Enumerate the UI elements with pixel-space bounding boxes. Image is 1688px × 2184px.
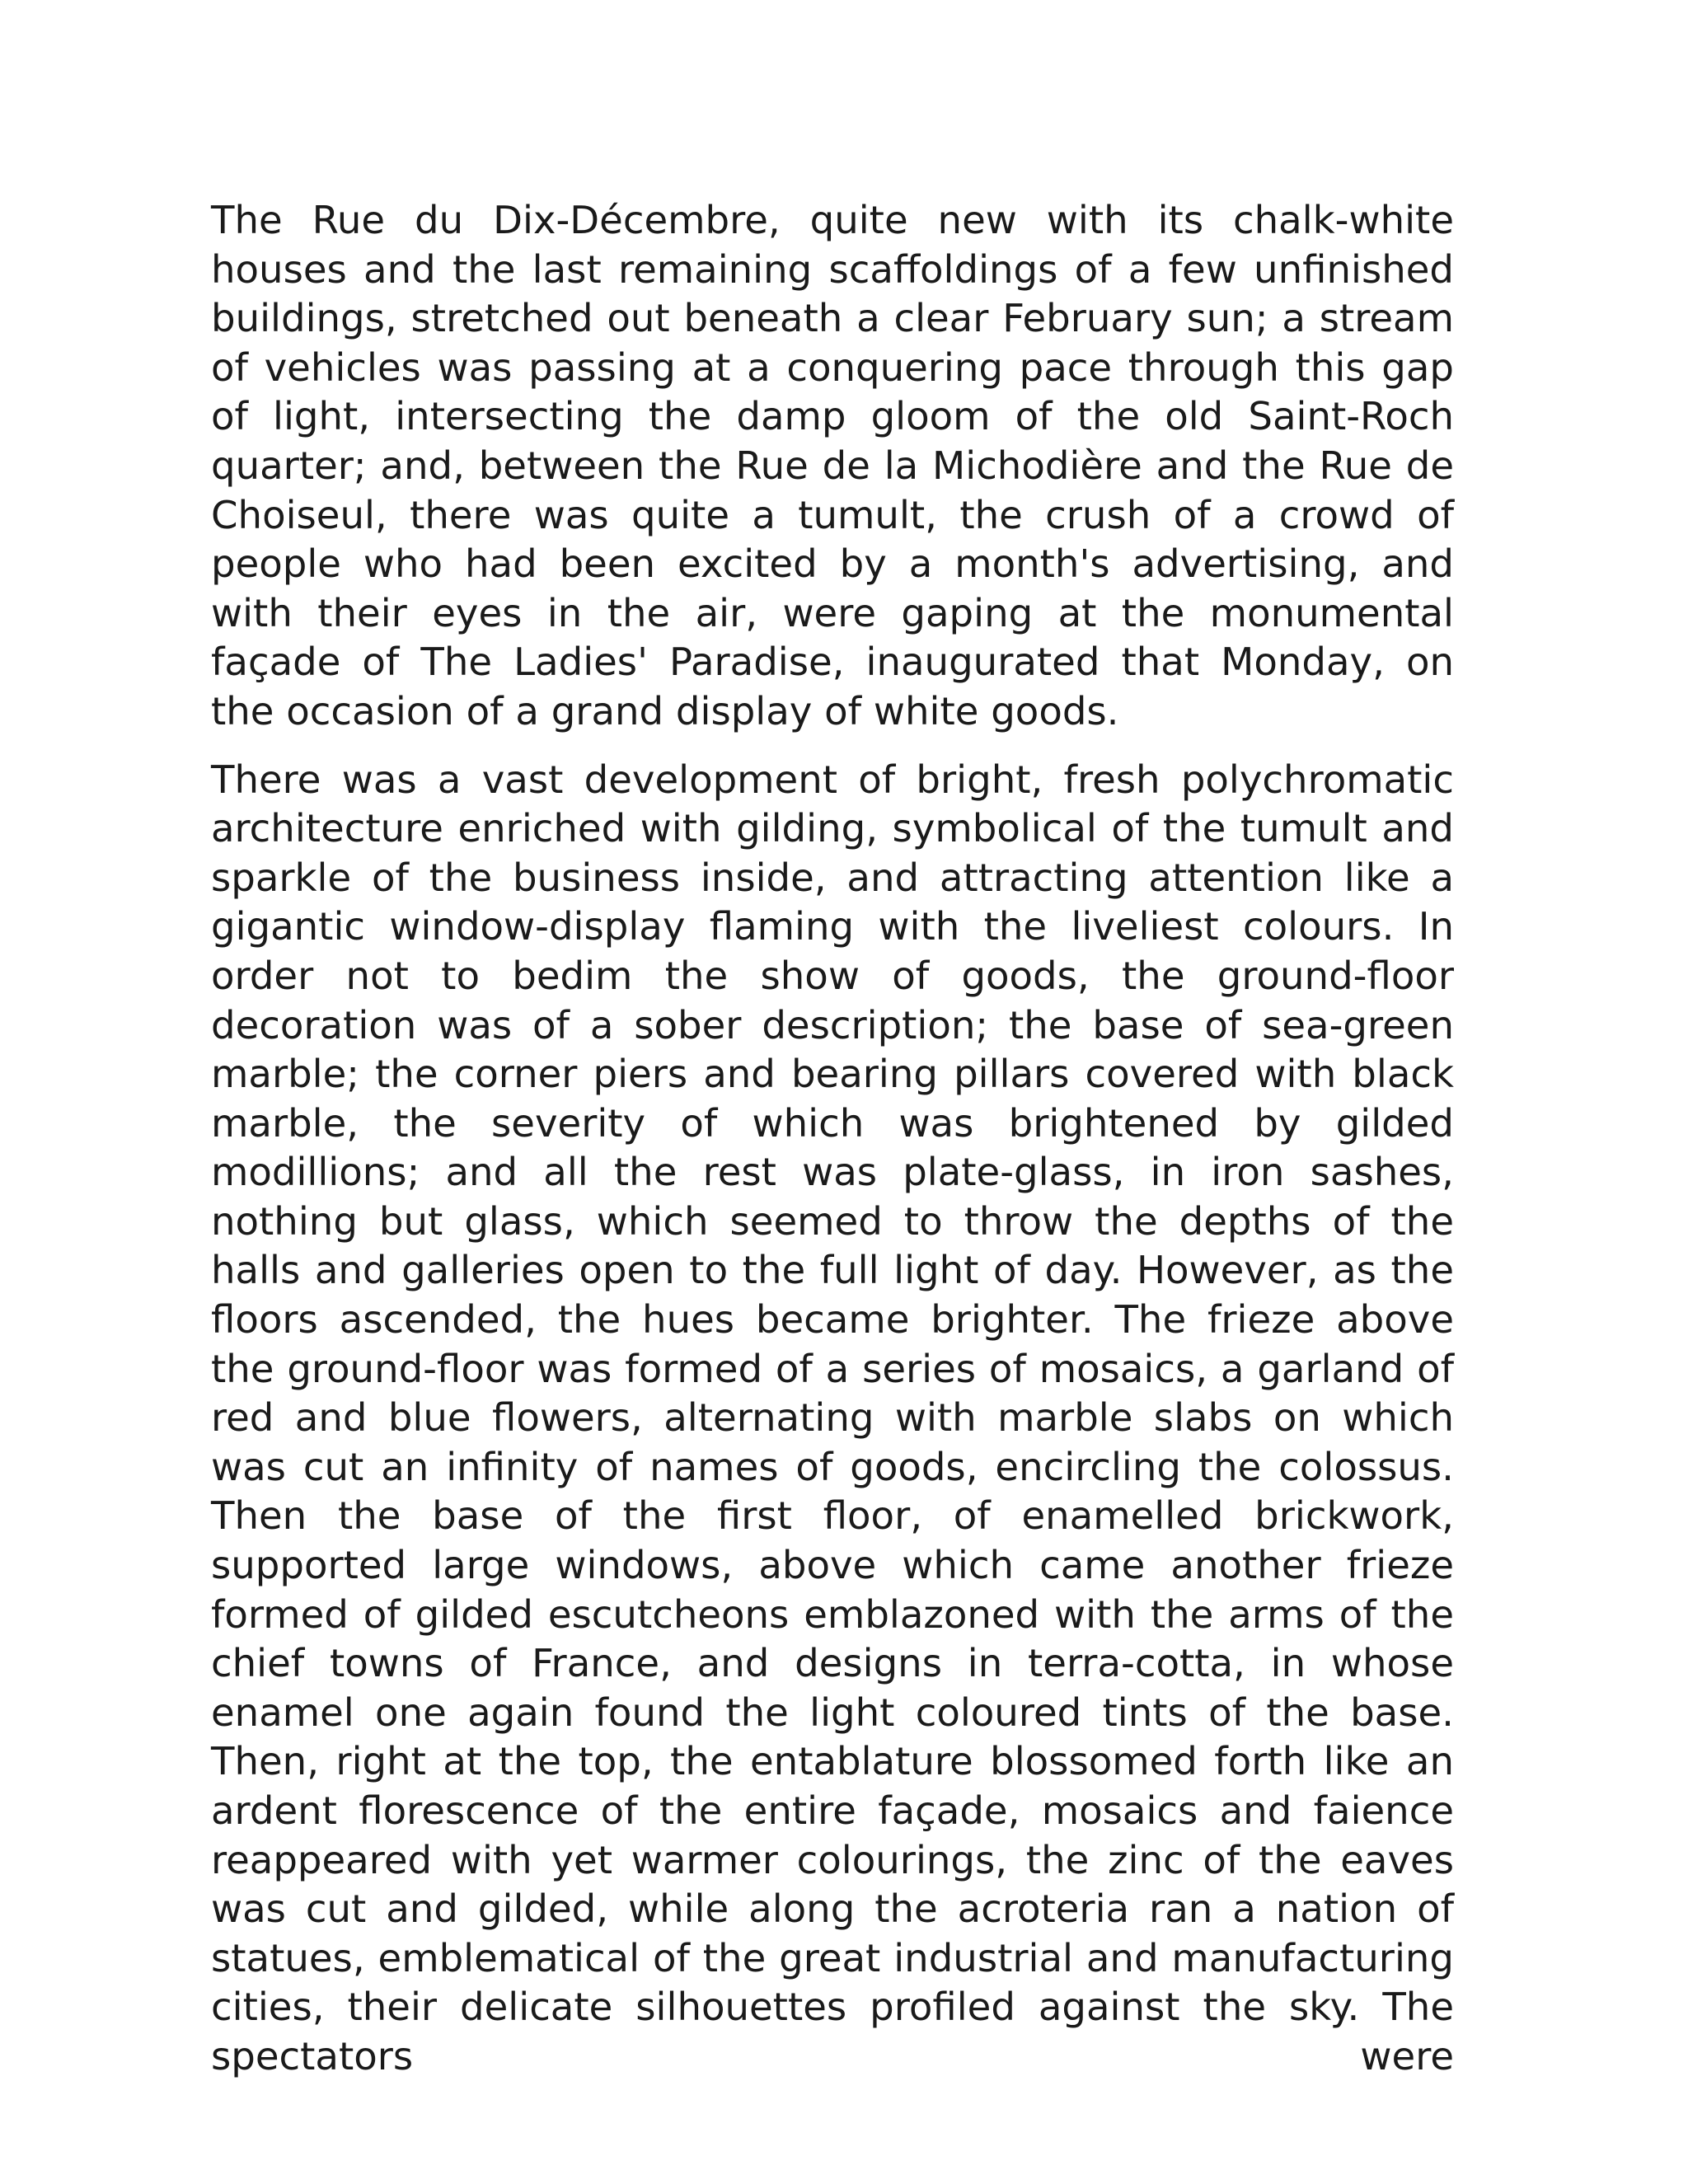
paragraph-1: The Rue du Dix-Décembre, quite new with its chalk-white houses and the last remaining scaffoldings of a few unfinished buildings, stretched out beneath a clear February sun; a stream of vehicles was passing at a conquering pace through this gap of light, intersecting the damp gloom of the old Saint-Roch quarter; and, between the Rue de la Michodière and the Rue de Choiseul, there was quite a tumult, the crush of a crowd of people who had been excited by a month's advertising, and with their eyes in the air, were gaping at the monumental façade of The Ladies' Paradise, inaugurated that Monday, on the occasion of a grand display of white goods. (211, 198, 1454, 733)
paragraph-2: There was a vast development of bright, fresh polychromatic architecture enriched with gilding, symbolical of the tumult and sparkle of the business inside, and attracting attention like a gigantic window-display flaming with the liveliest colours. In order not to bedim the show of goods, the ground-floor decoration was of a sober description; the base of sea-green marble; the corner piers and bearing pillars covered with black marble, the severity of which was brightened by gilded modillions; and all the rest was plate-glass, in iron sashes, nothing but glass, which seemed to throw the depths of the halls and galleries open to the full light of day. However, as the floors ascended, the hues became brighter. The frieze above the ground-floor was formed of a series of mosaics, a garland of red and blue flowers, alternating with marble slabs on which was cut an infinity of names of goods, encircling the colossus. Then the base of the first floor, of enamelled brickwork, supported large windows, above which came another frieze formed of gilded escutcheons emblazoned with the arms of the chief towns of France, and designs in terra-cotta, in whose enamel one again found the light coloured tints of the base. Then, right at the top, the entablature blossomed forth like an ardent florescence of the entire façade, mosaics and faience reappeared with yet warmer colourings, the zinc of the eaves was cut and gilded, while along the acroteria ran a nation of statues, emblematical of the great industrial and manufacturing cities, their delicate silhouettes profiled against the sky. The spectators were (211, 757, 1454, 2079)
body-text (211, 196, 1454, 2082)
